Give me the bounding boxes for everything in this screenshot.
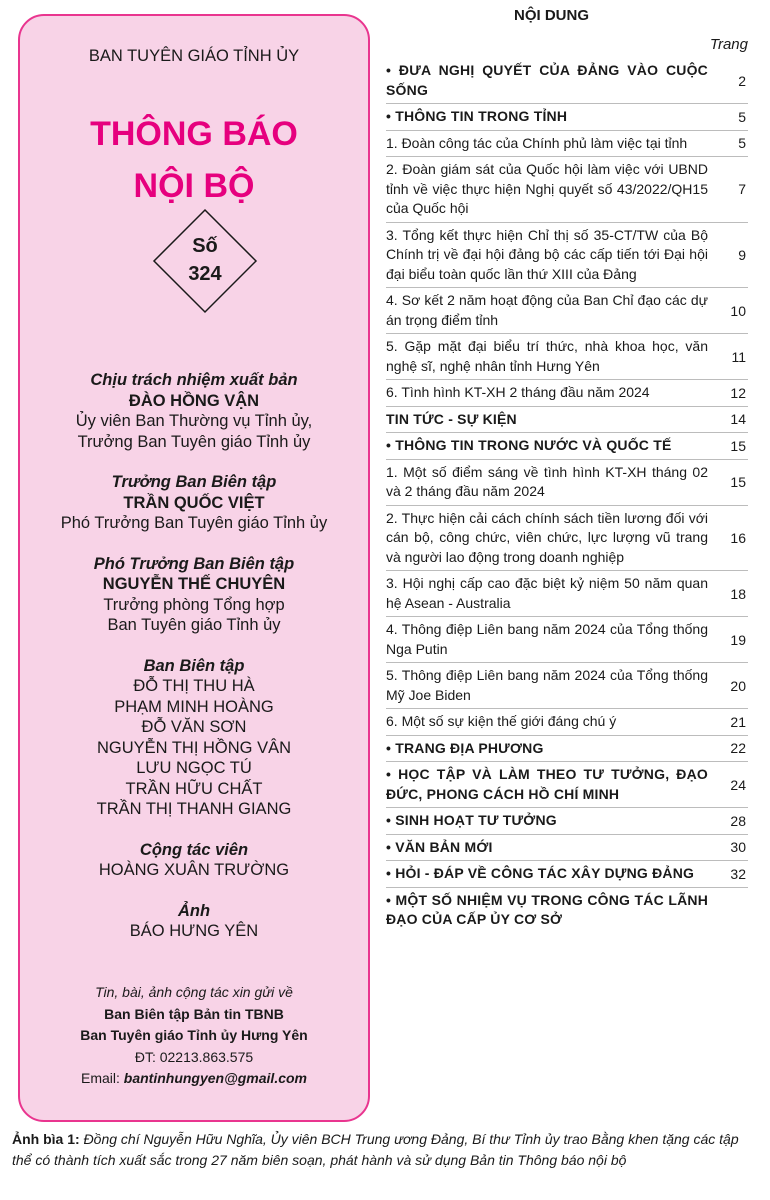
toc-entry-title: 4. Sơ kết 2 năm hoạt động của Ban Chỉ đạo các dự án trọng điểm tỉnh <box>386 292 708 328</box>
toc-row[interactable] <box>386 808 748 835</box>
toc-entry-page: 5 <box>738 135 746 152</box>
toc-row[interactable] <box>386 104 748 131</box>
email-address[interactable]: bantinhungyen@gmail.com <box>123 1070 307 1086</box>
toc-entry-title: 5. Gặp mặt đại biểu trí thức, nhà khoa học, văn nghệ sĩ, nghệ nhân tỉnh Hưng Yên <box>386 338 708 374</box>
contact-email-line <box>20 1068 368 1090</box>
toc-entry-page: 2 <box>738 72 746 89</box>
toc-row[interactable] <box>386 223 748 289</box>
toc-entry-page: 32 <box>730 865 746 882</box>
toc-entry-page: 7 <box>738 181 746 198</box>
credit-line: HOÀNG XUÂN TRƯỜNG <box>98 861 290 879</box>
toc-entry-page: 30 <box>730 839 746 856</box>
toc-entry-title: 2. Thực hiện cải cách chính sách tiền lương đối với cán bộ, công chức, viên chức, lực lượng vũ trang và người lao động trong doanh nghiệp <box>386 509 708 565</box>
toc-entry-page: 10 <box>730 302 746 319</box>
toc-row[interactable] <box>386 460 748 506</box>
toc-entry-title: • TRANG ĐỊA PHƯƠNG <box>386 739 544 756</box>
toc-entry-title: • VĂN BẢN MỚI <box>386 838 493 855</box>
toc-page-column-label: Trang <box>709 36 748 53</box>
toc-entry-title: 6. Một số sự kiện thế giới đáng chú ý <box>386 713 617 729</box>
credit-line: LƯU NGỌC TÚ <box>136 759 252 777</box>
toc-row[interactable] <box>386 58 748 104</box>
caption-label: Ảnh bìa 1: <box>12 1131 80 1147</box>
issue-number: 324 <box>188 263 222 285</box>
caption-text: Đồng chí Nguyễn Hữu Nghĩa, Ủy viên BCH Trung ương Đảng, Bí thư Tỉnh ủy trao Bằng khen tặng các tập thể có thành tích xuất sắc trong 27 năm biên soạn, phát hành và sử dụng Bản tin Thông báo nội bộ <box>12 1131 739 1168</box>
credit-line: TRẦN THỊ THANH GIANG <box>96 800 292 818</box>
cover-photo-caption <box>12 1129 752 1171</box>
toc-entry-page: 14 <box>730 411 746 428</box>
issue-label: Số <box>192 235 218 257</box>
toc-row[interactable] <box>386 334 748 380</box>
toc-row[interactable] <box>386 861 748 888</box>
org-name: BAN TUYÊN GIÁO TỈNH ỦY <box>88 47 300 65</box>
contact-line1: Ban Biên tập Bản tin TBNB <box>104 1005 284 1022</box>
toc-row[interactable] <box>386 506 748 572</box>
publication-title-line1: THÔNG BÁO <box>90 115 298 153</box>
toc-entry-page: 15 <box>730 437 746 454</box>
toc-row[interactable] <box>386 762 748 808</box>
toc-row[interactable] <box>386 617 748 663</box>
toc-entry-title: 1. Một số điểm sáng về tình hình KT-XH tháng 02 và 2 tháng đầu năm 2024 <box>386 463 708 499</box>
credit-line: ĐỖ THỊ THU HÀ <box>133 677 255 695</box>
toc-entry-title: TIN TỨC - SỰ KIỆN <box>386 410 517 427</box>
credit-line: BÁO HƯNG YÊN <box>129 922 259 940</box>
toc-row[interactable] <box>386 571 748 617</box>
issue-diamond <box>152 208 258 314</box>
toc-row[interactable] <box>386 663 748 709</box>
toc-entry-title: • THÔNG TIN TRONG TỈNH <box>386 108 568 124</box>
toc-row[interactable] <box>386 433 748 460</box>
toc-row[interactable] <box>386 888 748 933</box>
credit-name: NGUYỄN THẾ CHUYÊN <box>102 575 286 593</box>
credit-line: Trưởng phòng Tổng hợp <box>103 595 285 614</box>
credit-line: Phó Trưởng Ban Tuyên giáo Tỉnh ủy <box>60 514 328 532</box>
toc-entry-title: • THÔNG TIN TRONG NƯỚC VÀ QUỐC TẾ <box>386 437 672 453</box>
credit-line: Ủy viên Ban Thường vụ Tỉnh ủy, <box>75 412 313 430</box>
toc-row[interactable] <box>386 288 748 334</box>
credit-name: ĐÀO HỒNG VẬN <box>128 391 260 410</box>
toc-entry-page: 20 <box>730 677 746 694</box>
credit-line: ĐỖ VĂN SƠN <box>141 718 247 736</box>
toc-row[interactable] <box>386 157 748 223</box>
toc-entry-title: 3. Hội nghị cấp cao đặc biệt kỷ niệm 50 năm quan hệ Asean - Australia <box>386 575 708 611</box>
toc-entry-title: 3. Tổng kết thực hiện Chỉ thị số 35-CT/TW của Bộ Chính trị về đại hội đảng bộ các cấp tiến tới Đại hội đại biểu toàn quốc lần thứ XIII của Đảng <box>386 226 708 282</box>
contact-line2: Ban Tuyên giáo Tỉnh ủy Hưng Yên <box>80 1027 308 1043</box>
toc-row[interactable] <box>386 835 748 862</box>
toc-row[interactable] <box>386 709 748 736</box>
toc-entry-title: • ĐƯA NGHỊ QUYẾT CỦA ĐẢNG VÀO CUỘC SỐNG <box>386 62 708 98</box>
toc-entry-title: • HỎI - ĐÁP VỀ CÔNG TÁC XÂY DỰNG ĐẢNG <box>386 865 695 881</box>
contact-intro: Tin, bài, ảnh cộng tác xin gửi về <box>95 984 293 1000</box>
toc-entry-page: 9 <box>738 246 746 263</box>
email-label: Email: <box>80 1070 120 1086</box>
toc-entry-title: 2. Đoàn giám sát của Quốc hội làm việc với UBND tỉnh về việc thực hiện Nghị quyết số 43/2022/QH15 của Quốc hội <box>386 161 708 216</box>
credit-role: Chịu trách nhiệm xuất bản <box>90 371 298 389</box>
toc-entry-title: • MỘT SỐ NHIỆM VỤ TRONG CÔNG TÁC LÃNH ĐẠO CỦA CẤP ỦY CƠ SỞ <box>386 891 708 927</box>
toc-entry-title: 1. Đoàn công tác của Chính phủ làm việc tại tỉnh <box>386 134 688 151</box>
editorial-credits <box>20 370 368 942</box>
toc-entry-title: • HỌC TẬP VÀ LÀM THEO TƯ TƯỞNG, ĐẠO ĐỨC, PHONG CÁCH HỒ CHÍ MINH <box>386 766 708 802</box>
credit-line: TRẦN HỮU CHẤT <box>125 779 263 798</box>
credit-line: PHẠM MINH HOÀNG <box>114 697 274 716</box>
toc-entry-title: 6. Tình hình KT-XH 2 tháng đầu năm 2024 <box>386 384 650 400</box>
contact-phone: ĐT: 02213.863.575 <box>134 1048 254 1065</box>
credit-role: Phó Trưởng Ban Biên tập <box>93 554 295 573</box>
toc-entry-page: 16 <box>730 529 746 546</box>
diamond-frame-icon <box>152 208 258 314</box>
toc-entry-page: 19 <box>730 631 746 648</box>
toc-entry-page: 5 <box>738 108 746 125</box>
credit-line: Ban Tuyên giáo Tỉnh ủy <box>107 616 281 634</box>
credit-line: Trưởng Ban Tuyên giáo Tỉnh ủy <box>77 432 311 451</box>
toc-row[interactable] <box>386 736 748 763</box>
toc-entry-title: 4. Thông điệp Liên bang năm 2024 của Tổng thống Nga Putin <box>386 621 708 657</box>
credit-role: Ban Biên tập <box>143 656 245 675</box>
toc-row[interactable] <box>386 131 748 158</box>
toc-entry-title: • SINH HOẠT TƯ TƯỞNG <box>386 812 557 828</box>
table-of-contents <box>386 58 748 933</box>
publication-title-line2: NỘI BỘ <box>133 167 255 205</box>
toc-entry-page: 22 <box>730 740 746 757</box>
credit-role: Trưởng Ban Biên tập <box>111 473 277 491</box>
toc-entry-page: 12 <box>730 384 746 401</box>
toc-entry-page: 21 <box>730 713 746 730</box>
toc-heading: NỘI DUNG <box>514 7 589 24</box>
toc-entry-page: 24 <box>730 776 746 793</box>
credit-role: Cộng tác viên <box>139 840 249 859</box>
toc-row[interactable] <box>386 407 748 434</box>
credit-line: NGUYỄN THỊ HỒNG VÂN <box>96 738 292 757</box>
toc-entry-page: 15 <box>730 474 746 490</box>
toc-row[interactable] <box>386 380 748 407</box>
toc-entry-page: 28 <box>730 812 746 829</box>
toc-entry-title: 5. Thông điệp Liên bang năm 2024 của Tổng thống Mỹ Joe Biden <box>386 667 708 703</box>
contact-block <box>20 982 368 1090</box>
credit-role: Ảnh <box>177 901 211 920</box>
credit-name: TRẦN QUỐC VIỆT <box>123 493 265 512</box>
toc-entry-page: 11 <box>731 348 746 365</box>
toc-entry-page: 18 <box>730 585 746 602</box>
masthead-panel <box>18 14 370 1122</box>
